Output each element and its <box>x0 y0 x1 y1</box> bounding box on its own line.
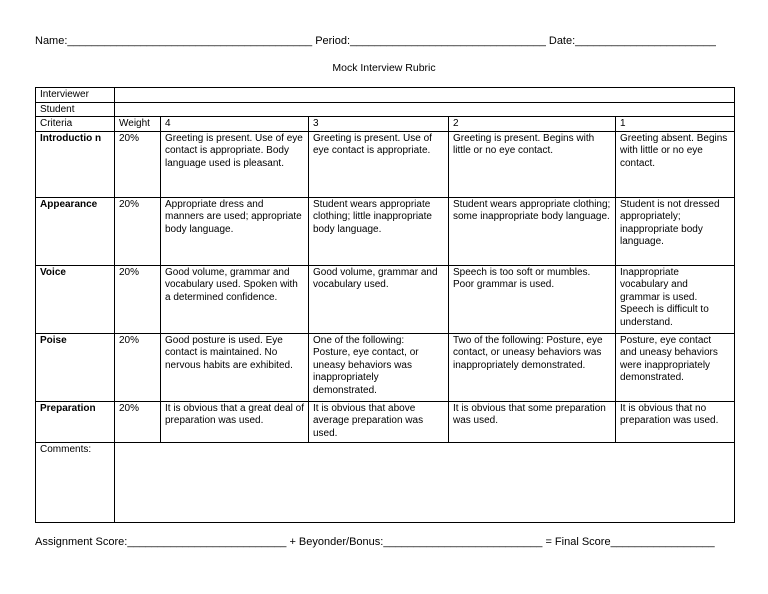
level-2-cell: It is obvious that some preparation was used. <box>449 401 616 442</box>
comments-label: Comments: <box>36 442 115 522</box>
level-4-cell: Good posture is used. Eye contact is maintained. No nervous habits are exhibited. <box>161 333 309 401</box>
interviewer-label: Interviewer <box>36 88 115 103</box>
level-2-cell: Student wears appropriate clothing; some inappropriate body language. <box>449 197 616 265</box>
date-label: Date: <box>548 35 576 47</box>
header-line <box>35 35 716 47</box>
level-1-cell: Inappropriate vocabulary and grammar is used. Speech is difficult to understand. <box>616 265 735 333</box>
level-4-cell: It is obvious that a great deal of preparation was used. <box>161 401 309 442</box>
interviewer-row <box>36 88 735 103</box>
student-row <box>36 102 735 117</box>
table-row <box>36 333 735 401</box>
level-2-cell: Two of the following: Posture, eye contact, or uneasy behaviors was inappropriately demonstrated. <box>449 333 616 401</box>
weight-cell: 20% <box>115 197 161 265</box>
weight-cell: 20% <box>115 333 161 401</box>
final-score-label: = Final Score <box>545 536 611 548</box>
level-4-cell: Greeting is present. Use of eye contact is appropriate. Body language used is pleasant. <box>161 131 309 197</box>
name-label: Name: <box>35 35 68 47</box>
level-1-cell: It is obvious that no preparation was used. <box>616 401 735 442</box>
final-score-field[interactable]: _________________ <box>610 536 715 548</box>
criteria-cell: Introductio n <box>36 131 115 197</box>
comments-field[interactable] <box>115 442 735 522</box>
level-4-cell: Appropriate dress and manners are used; appropriate body language. <box>161 197 309 265</box>
weight-cell: 20% <box>115 401 161 442</box>
level-1-cell: Student is not dressed appropriately; inappropriate body language. <box>616 197 735 265</box>
column-header: Criteria <box>36 117 115 132</box>
criteria-cell: Voice <box>36 265 115 333</box>
criteria-cell: Poise <box>36 333 115 401</box>
level-3-cell: Student wears appropriate clothing; little inappropriate body language. <box>309 197 449 265</box>
level-3-cell: One of the following: Posture, eye contact, or uneasy behaviors was inappropriately demonstrated. <box>309 333 449 401</box>
bonus-label: + Beyonder/Bonus: <box>289 536 384 548</box>
period-label: Period: <box>315 35 351 47</box>
column-header: 1 <box>616 117 735 132</box>
level-4-cell: Good volume, grammar and vocabulary used. Spoken with a determined confidence. <box>161 265 309 333</box>
date-field[interactable]: _______________________ <box>575 35 716 47</box>
interviewer-field[interactable] <box>115 88 735 103</box>
level-1-cell: Posture, eye contact and uneasy behaviors were inappropriately demonstrated. <box>616 333 735 401</box>
column-header: 3 <box>309 117 449 132</box>
assignment-score-label: Assignment Score: <box>35 536 128 548</box>
comments-row <box>36 442 735 522</box>
criteria-cell: Appearance <box>36 197 115 265</box>
column-header: Weight <box>115 117 161 132</box>
weight-cell: 20% <box>115 265 161 333</box>
criteria-cell: Preparation <box>36 401 115 442</box>
level-3-cell: Greeting is present. Use of eye contact is appropriate. <box>309 131 449 197</box>
column-header-row <box>36 117 735 132</box>
bonus-field[interactable]: __________________________ <box>383 536 543 548</box>
name-field[interactable]: ________________________________________ <box>67 35 313 47</box>
column-header: 2 <box>449 117 616 132</box>
weight-cell: 20% <box>115 131 161 197</box>
table-row <box>36 401 735 442</box>
level-3-cell: Good volume, grammar and vocabulary used. <box>309 265 449 333</box>
level-1-cell: Greeting absent. Begins with little or no eye contact. <box>616 131 735 197</box>
level-2-cell: Greeting is present. Begins with little or no eye contact. <box>449 131 616 197</box>
table-row <box>36 197 735 265</box>
level-3-cell: It is obvious that above average preparation was used. <box>309 401 449 442</box>
page-title: Mock Interview Rubric <box>332 62 436 74</box>
score-line <box>35 536 715 548</box>
table-row <box>36 265 735 333</box>
assignment-score-field[interactable]: __________________________ <box>127 536 287 548</box>
level-2-cell: Speech is too soft or mumbles. Poor grammar is used. <box>449 265 616 333</box>
student-label: Student <box>36 102 115 117</box>
table-row <box>36 131 735 197</box>
period-field[interactable]: ________________________________ <box>350 35 546 47</box>
student-field[interactable] <box>115 102 735 117</box>
rubric-table <box>35 87 735 523</box>
column-header: 4 <box>161 117 309 132</box>
